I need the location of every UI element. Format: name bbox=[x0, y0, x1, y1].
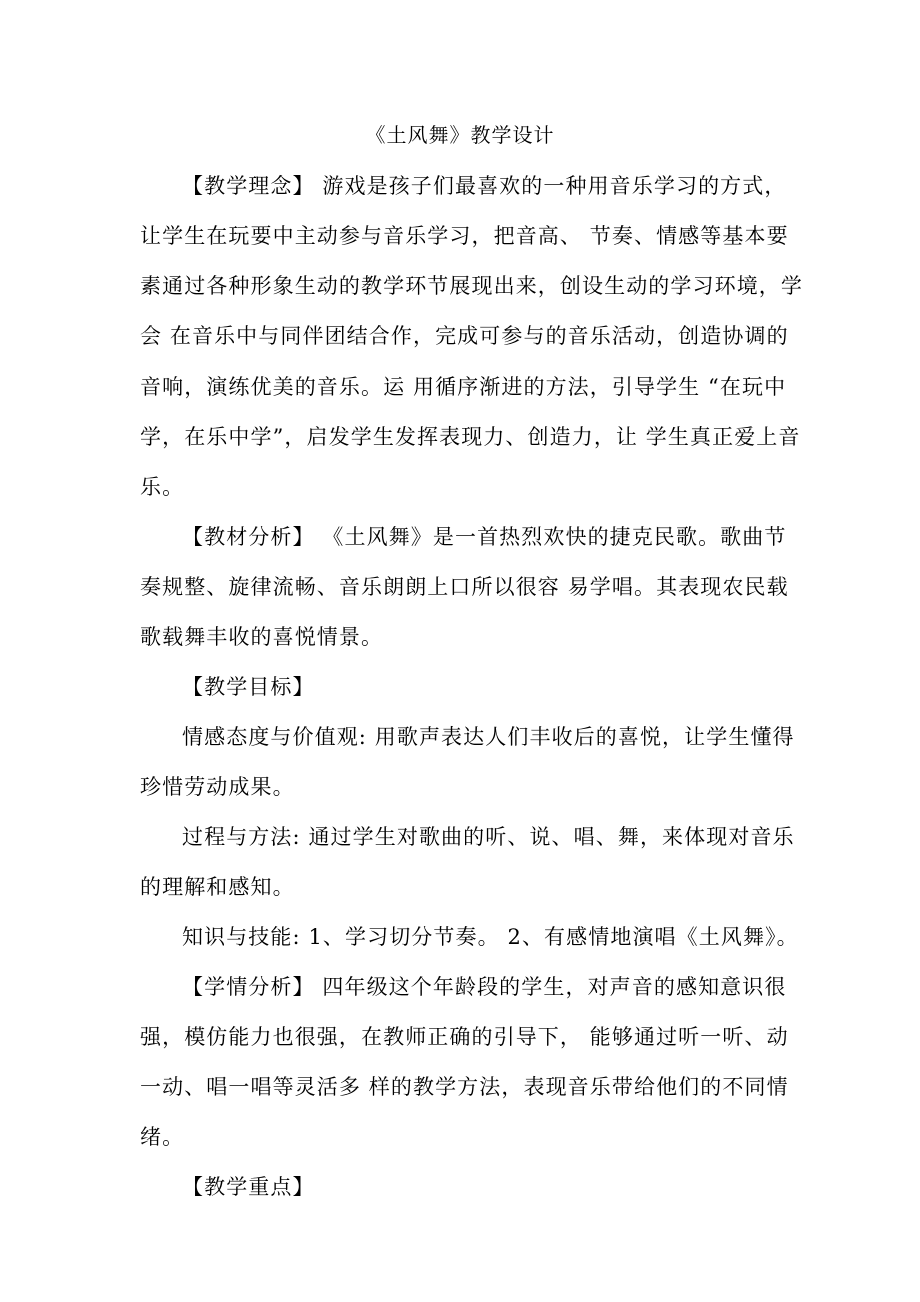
text-line: 绪。 bbox=[140, 1125, 185, 1149]
text-line: 会 在音乐中与同伴团结合作，完成可参与的音乐活动，创造协调的 bbox=[140, 324, 789, 348]
text-line: 乐。 bbox=[140, 475, 185, 499]
text-line: 知识与技能: 1、学习切分节奏。 2、有感情地演唱《土风舞》。 bbox=[182, 925, 799, 949]
text-line: 音响，演练优美的音乐。运 用循序渐进的方法，引导学生 “在玩中 bbox=[140, 375, 787, 399]
section-heading: 【教学目标】 bbox=[182, 675, 315, 699]
text-line: 强，模仿能力也很强，在教师正确的引导下， 能够通过听一听、动 bbox=[140, 1025, 789, 1049]
text-line: 的理解和感知。 bbox=[140, 875, 295, 899]
text-line: 【学情分析】 四年级这个年龄段的学生，对声音的感知意识很 bbox=[182, 975, 787, 999]
text-line: 学，在乐中学”，启发学生发挥表现力、创造力，让 学生真正爱上音 bbox=[140, 425, 801, 449]
text-line: 过程与方法: 通过学生对歌曲的听、说、唱、舞，来体现对音乐 bbox=[182, 825, 795, 849]
section-heading: 【教学重点】 bbox=[182, 1175, 315, 1199]
text-line: 珍惜劳动成果。 bbox=[140, 775, 295, 799]
text-line: 一动、唱一唱等灵活多 样的教学方法，表现音乐带给他们的不同情 bbox=[140, 1075, 789, 1099]
text-line: 情感态度与价值观: 用歌声表达人们丰收后的喜悦，让学生懂得 bbox=[182, 725, 795, 749]
text-line: 【教材分析】 《土风舞》是一首热烈欢快的捷克民歌。歌曲节 bbox=[182, 525, 787, 549]
text-line: 让学生在玩要中主动参与音乐学习，把音高、 节奏、情感等基本要 bbox=[140, 224, 789, 248]
text-line: 歌载舞丰收的喜悦情景。 bbox=[140, 625, 384, 649]
text-line: 【教学理念】 游戏是孩子们最喜欢的一种用音乐学习的方式， bbox=[182, 174, 787, 198]
text-line: 素通过各种形象生动的教学环节展现出来，创设生动的学习环境，学 bbox=[140, 274, 803, 298]
text-line: 奏规整、旋律流畅、音乐朗朗上口所以很容 易学唱。其表现农民载 bbox=[140, 575, 789, 599]
document-title: 《土风舞》教学设计 bbox=[365, 123, 555, 147]
